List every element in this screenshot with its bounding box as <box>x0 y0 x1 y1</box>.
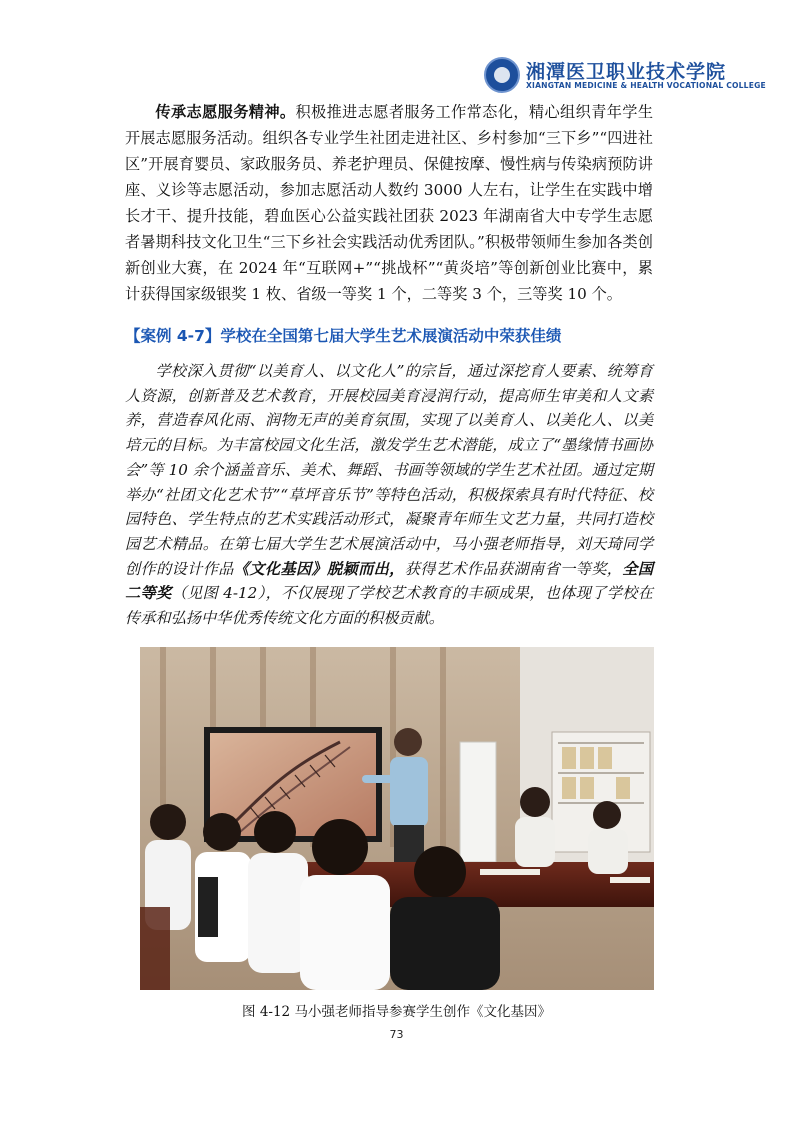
paragraph-lead: 传承志愿服务精神。 <box>155 103 296 121</box>
figure-caption: 图 4-12 马小强老师指导参赛学生创作《文化基因》 <box>242 1004 551 1020</box>
volunteer-paragraph <box>125 99 653 307</box>
paragraph-body: 积极推进志愿者服务工作常态化，精心组织青年学生开展志愿服务活动。组织各专业学生社团走进社区、乡村参加“三下乡”“四进社区”开展育婴员、家政服务员、养老护理员、保健按摩、慢性病与传染病预防讲座、义诊等志愿活动，参加志愿活动人数约 3000 人左右，让学生在实践中增长才干、提升技能，碧血医心公益实践社团获 2023 年湖南省大中专学生志愿者暑期科技文化卫生“三下乡社会实践活动优秀团队。”积极带领师生参加各类创新创业大赛，在 2024 年“互联网+”“挑战杯”“黄炎培”等创新创业比赛中，累计获得国家级银奖 1 枚、省级一等奖 1 个，二等奖 3 个，三等奖 10 个。 <box>125 103 654 303</box>
classroom-photo-illustration <box>140 647 654 990</box>
case-title: 【案例 4-7】学校在全国第七届大学生艺术展演活动中荣获佳绩 <box>125 327 562 345</box>
college-name-cn: 湘潭医卫职业技术学院 <box>526 61 727 83</box>
case-body-2: 获得艺术作品获湖南省一等奖， <box>404 559 623 578</box>
case-work-title: 《文化基因》脱颖而出， <box>233 559 405 578</box>
college-name-en: XIANGTAN MEDICINE & HEALTH VOCATIONAL COLLEGE <box>526 81 766 90</box>
college-seal-icon <box>484 57 520 93</box>
page-number: 73 <box>389 1028 404 1041</box>
case-body-3: （见图 4-12），不仅展现了学校艺术教育的丰硕成果，也体现了学校在传承和弘扬中华优秀传统文化方面的积极贡献。 <box>125 584 653 628</box>
figure-photo <box>140 647 654 990</box>
case-national-award: 全国二等奖 <box>125 559 654 603</box>
case-body-1: 学校深入贯彻“以美育人、以文化人”的宗旨，通过深挖育人要素、统筹育人资源，创新普及艺术教育，开展校园美育浸润行动，提高师生审美和人文素养，营造春风化雨、润物无声的美育氛围，实现了以美育人、以美化人、以美培元的目标。为丰富校园文化生活，激发学生艺术潜能，成立了“墨缘情书画协会”等 10 余个涵盖音乐、美术、舞蹈、书画等领域的学生艺术社团。通过定期举办“社团文化艺术节”“草坪音乐节”等特色活动，积极探索具有时代特征、校园特色、学生特点的艺术实践活动形式，凝聚青年师生文艺力量，共同打造校园艺术精品。在第七届大学生艺术展演活动中，马小强老师指导，刘天琦同学创作的设计作品 <box>125 362 653 578</box>
college-header <box>470 55 766 95</box>
case-paragraph <box>125 359 653 631</box>
